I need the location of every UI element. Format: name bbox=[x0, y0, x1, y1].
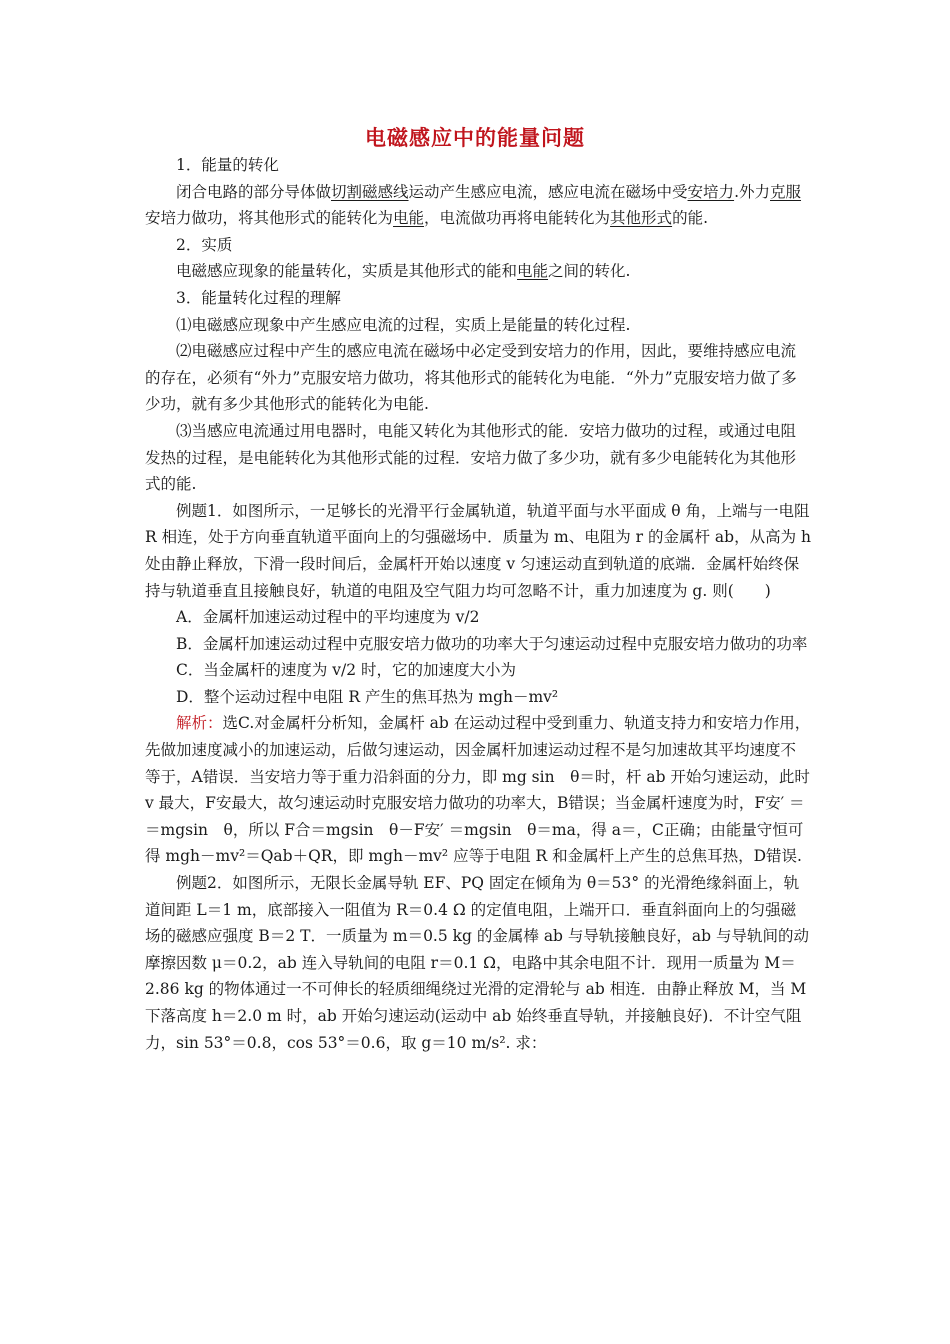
analysis-text: 选C.对金属杆分析知，金属杆 ab 在运动过程中受到重力、轨道支持力和安培力作用，先做加速度减小的加速运动，后做匀速运动，因金属杆加速运动过程不是匀加速故其平均速度不等于，A错误．当安培力等于重力沿斜面的分力，即 mg sin θ＝时，杆 ab 开始匀速运动，此时 v 最大，F安最大，故匀速运动时克服安培力做功的功率大，B错误；当金属杆速度为时，F安′ ＝＝mgsin θ，所以 F合＝mgsin θ－F安′ ＝mgsin θ＝ma，得 a＝，C正确；由能量守恒可得 mgh－mv²＝Qab＋QR，即 mgh－mv² 应等于电阻 R 和金属杆上产生的总焦耳热，D错误. bbox=[145, 714, 811, 866]
section-3-point-3: ⑶当感应电流通过用电器时，电能又转化为其他形式的能．安培力做功的过程，或通过电阻发热的过程，是电能转化为其他形式能的过程．安培力做了多少功，就有多少电能转化为其他形式的能. bbox=[145, 421, 797, 494]
example-1-option-a: A．金属杆加速运动过程中的平均速度为 v/2 bbox=[176, 608, 480, 627]
text-run: .外力 bbox=[734, 182, 770, 201]
text-run: ，电流做功再将电能转化为 bbox=[424, 209, 611, 228]
section-3-point-1: ⑴电磁感应现象中产生感应电流的过程，实质上是能量的转化过程. bbox=[176, 315, 631, 334]
text-run: 之间的转化. bbox=[548, 262, 631, 281]
example-1-option-d: D．整个运动过程中电阻 R 产生的焦耳热为 mgh－mv² bbox=[176, 687, 559, 706]
text-run: 安培力做功，将其他形式的能转化为 bbox=[145, 209, 394, 228]
analysis-label: 解析： bbox=[176, 714, 223, 733]
example-1-option-b: B．金属杆加速运动过程中克服安培力做功的功率大于匀速运动过程中克服安培力做功的功率 bbox=[176, 634, 808, 653]
text-run: 电磁感应现象的能量转化，实质是其他形式的能和 bbox=[176, 262, 518, 281]
page-title: 电磁感应中的能量问题 bbox=[365, 126, 585, 150]
example-1-option-c: C．当金属杆的速度为 v/2 时，它的加速度大小为 bbox=[176, 661, 517, 680]
section-2-heading: 2．实质 bbox=[176, 235, 233, 254]
fill-blank-answer: 电能 bbox=[517, 262, 549, 281]
fill-blank-answer: 电能 bbox=[393, 209, 425, 228]
example-1-stem: 例题1．如图所示，一足够长的光滑平行金属轨道，轨道平面与水平面成 θ 角，上端与一电阻 R 相连，处于方向垂直轨道平面向上的匀强磁场中．质量为 m、电阻为 r 的金属杆 ab，从高为 h 处由静止释放，下滑一段时间后，金属杆开始以速度 v 匀速运动直到轨道的底端．金属杆始终保持与轨道垂直且接触良好，轨道的电阻及空气阻力均可忽略不计，重力加速度为 g. 则( ) bbox=[145, 501, 811, 600]
text-run: 闭合电路的部分导体做 bbox=[176, 182, 332, 201]
fill-blank-answer: 其他形式 bbox=[610, 209, 673, 228]
text-run: 的能. bbox=[672, 209, 708, 228]
text-run: 运动产生感应电流，感应电流在磁场中受 bbox=[408, 182, 688, 201]
section-2-paragraph bbox=[145, 258, 811, 285]
fill-blank-answer: 克服 bbox=[770, 182, 802, 201]
section-3-heading: 3．能量转化过程的理解 bbox=[176, 288, 341, 307]
fill-blank-answer: 安培力 bbox=[687, 182, 735, 201]
section-3-point-2: ⑵电磁感应过程中产生的感应电流在磁场中必定受到安培力的作用，因此，要维持感应电流的存在，必须有“外力”克服安培力做功，将其他形式的能转化为电能．“外力”克服安培力做了多少功，就有多少其他形式的能转化为电能. bbox=[145, 342, 797, 414]
fill-blank-answer: 切割磁感线 bbox=[331, 182, 409, 201]
document-body bbox=[145, 152, 811, 1056]
section-1-heading: 1．能量的转化 bbox=[176, 156, 279, 174]
example-1-analysis bbox=[145, 710, 811, 870]
example-2-stem: 例题2．如图所示，无限长金属导轨 EF、PQ 固定在倾角为 θ＝53° 的光滑绝缘斜面上，轨道间距 L＝1 m，底部接入一阻值为 R＝0.4 Ω 的定值电阻，上端开口．垂直斜面向上的匀强磁场的磁感应强度 B＝2 T．一质量为 m＝0.5 kg 的金属棒 ab 与导轨接触良好，ab 与导轨间的动摩擦因数 μ＝0.2，ab 连入导轨间的电阻 r＝0.1 Ω，电路中其余电阻不计．现用一质量为 M＝2.86 kg 的物体通过一不可伸长的轻质细绳绕过光滑的定滑轮与 ab 相连．由静止释放 M，当 M 下落高度 h＝2.0 m 时，ab 开始匀速运动(运动中 ab 始终垂直导轨，并接触良好)．不计空气阻力，sin 53°＝0.8，cos 53°＝0.6，取 g＝10 m/s². 求： bbox=[145, 874, 809, 1052]
section-1-paragraph bbox=[145, 179, 811, 232]
